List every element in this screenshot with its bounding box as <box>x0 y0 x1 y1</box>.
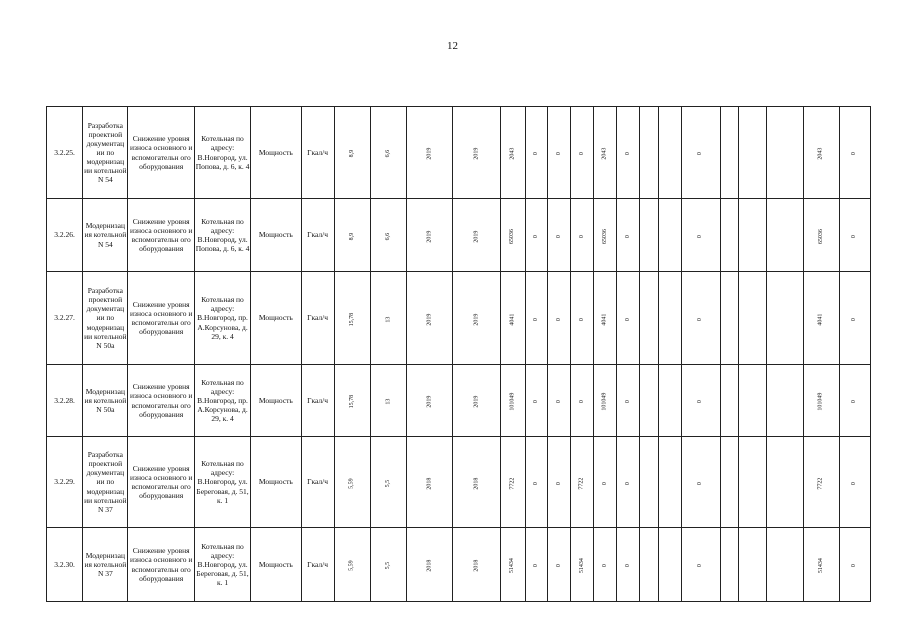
source-other: 0 <box>851 564 858 568</box>
cost-col-20-cell <box>720 272 738 365</box>
cost-col-17-cell <box>640 365 658 437</box>
value-before-cell <box>334 437 370 528</box>
value-after: 13 <box>384 399 391 405</box>
source-other-cell <box>839 272 870 365</box>
cost-total: 4041 <box>509 313 516 326</box>
value-after-cell <box>370 365 406 437</box>
row-number-cell: 3.2.29. <box>47 437 83 528</box>
indicator-name-cell: Мощность <box>251 365 301 437</box>
project-name-cell: Модернизац ия котельной N 50а <box>83 365 128 437</box>
start-year-cell <box>407 365 453 437</box>
value-after-cell <box>370 437 406 528</box>
cost-col-17-cell <box>640 199 658 272</box>
source-other: 0 <box>851 318 858 321</box>
cost-col-15-cell <box>594 107 617 199</box>
cost-total-cell <box>500 437 525 528</box>
cost-col-18-cell <box>658 107 681 199</box>
cost-col-12: 0 <box>532 482 539 485</box>
cost-col-17-cell <box>640 528 658 602</box>
cost-col-16: 0 <box>624 152 631 156</box>
value-before-cell <box>334 199 370 272</box>
source-total-cell <box>804 272 839 365</box>
cost-col-13-cell <box>547 437 570 528</box>
end-year-cell <box>453 272 500 365</box>
cost-col-20-cell <box>720 107 738 199</box>
cost-col-13-cell <box>547 272 570 365</box>
indicator-unit-cell: Гкал/ч <box>301 107 334 199</box>
end-year: 2019 <box>472 396 479 408</box>
cost-col-22-cell <box>767 528 804 602</box>
value-before: 5,59 <box>348 560 355 572</box>
cost-total: 101049 <box>509 393 516 411</box>
cost-col-19: 0 <box>697 235 704 238</box>
source-total-cell <box>804 437 839 528</box>
indicator-unit-cell: Гкал/ч <box>301 199 334 272</box>
cost-col-14: 0 <box>578 400 585 404</box>
start-year: 2019 <box>426 148 433 160</box>
cost-col-22-cell <box>767 107 804 199</box>
cost-total-cell <box>500 199 525 272</box>
cost-col-16-cell <box>617 107 640 199</box>
table-row <box>47 437 871 528</box>
source-other-cell <box>839 365 870 437</box>
cost-col-14-cell <box>571 528 594 602</box>
cost-col-15-cell <box>594 528 617 602</box>
cost-col-15-cell <box>594 437 617 528</box>
source-other-cell <box>839 107 870 199</box>
start-year: 2018 <box>426 477 433 490</box>
cost-col-21-cell <box>739 107 767 199</box>
cost-col-18-cell <box>658 365 681 437</box>
cost-col-19-cell <box>681 199 720 272</box>
source-total-cell <box>804 107 839 199</box>
cost-col-12-cell <box>525 107 547 199</box>
cost-col-17-cell <box>640 272 658 365</box>
start-year: 2019 <box>426 396 433 408</box>
cost-col-14-cell <box>571 272 594 365</box>
start-year: 2018 <box>426 560 433 572</box>
cost-total: 65036 <box>509 229 516 244</box>
cost-col-18-cell <box>658 528 681 602</box>
cost-col-16: 0 <box>624 400 631 404</box>
project-name-cell: Модернизац ия котельной N 37 <box>83 528 128 602</box>
value-after: 5,5 <box>384 562 391 570</box>
object-address-cell: Котельная по адресу: В.Новгород, ул. Попова, д. 6, к. 4 <box>194 107 250 199</box>
cost-col-14: 7722 <box>578 477 585 490</box>
project-purpose-cell: Снижение уровня износа основного и вспомогательн ого оборудования <box>128 107 194 199</box>
cost-col-14: 51434 <box>578 558 585 574</box>
object-address-cell: Котельная по адресу: В.Новгород, ул. Береговая, д. 51, к. 1 <box>194 528 250 602</box>
source-total: 51434 <box>817 558 824 574</box>
cost-col-12-cell <box>525 272 547 365</box>
value-before-cell <box>334 272 370 365</box>
cost-col-16-cell <box>617 528 640 602</box>
cost-col-12-cell <box>525 199 547 272</box>
cost-col-19: 0 <box>697 152 704 156</box>
cost-col-19: 0 <box>697 400 704 404</box>
source-total: 65036 <box>817 229 824 244</box>
cost-total-cell <box>500 528 525 602</box>
cost-col-15: 0 <box>601 482 608 485</box>
cost-col-17-cell <box>640 437 658 528</box>
project-purpose-cell: Снижение уровня износа основного и вспомогательн ого оборудования <box>128 437 194 528</box>
cost-col-15: 2043 <box>601 148 608 160</box>
object-address-cell: Котельная по адресу: В.Новгород, ул. Попова, д. 6, к. 4 <box>194 199 250 272</box>
cost-col-16-cell <box>617 199 640 272</box>
source-total: 2043 <box>817 148 824 160</box>
source-other-cell <box>839 528 870 602</box>
cost-col-14: 0 <box>578 152 585 156</box>
end-year-cell <box>453 528 500 602</box>
row-number-cell: 3.2.30. <box>47 528 83 602</box>
source-total-cell <box>804 528 839 602</box>
cost-col-19-cell <box>681 107 720 199</box>
cost-total: 51434 <box>509 558 516 574</box>
value-after-cell <box>370 528 406 602</box>
cost-total: 2043 <box>509 148 516 160</box>
cost-col-16: 0 <box>624 235 631 238</box>
indicator-name-cell: Мощность <box>251 107 301 199</box>
table-row <box>47 528 871 602</box>
source-total-cell <box>804 365 839 437</box>
cost-col-12: 0 <box>532 235 539 238</box>
cost-total-cell <box>500 272 525 365</box>
end-year: 2019 <box>472 313 479 326</box>
cost-col-19-cell <box>681 528 720 602</box>
cost-col-15: 4041 <box>601 313 608 326</box>
cost-col-13: 0 <box>555 152 562 156</box>
cost-col-14-cell <box>571 107 594 199</box>
project-name-cell: Разработка проектной документац ии по модернизац ии котельной N 37 <box>83 437 128 528</box>
row-number-cell: 3.2.27. <box>47 272 83 365</box>
table-row <box>47 107 871 199</box>
cost-col-15-cell <box>594 365 617 437</box>
table-row <box>47 199 871 272</box>
end-year: 2019 <box>472 148 479 160</box>
end-year-cell <box>453 199 500 272</box>
cost-col-22-cell <box>767 365 804 437</box>
source-other: 0 <box>851 482 858 485</box>
source-total: 7722 <box>817 477 824 490</box>
cost-col-12-cell <box>525 437 547 528</box>
value-before-cell <box>334 528 370 602</box>
investment-table <box>46 106 871 602</box>
cost-col-19-cell <box>681 272 720 365</box>
cost-col-20-cell <box>720 528 738 602</box>
cost-col-15: 65036 <box>601 229 608 244</box>
start-year: 2019 <box>426 230 433 243</box>
row-number-cell: 3.2.28. <box>47 365 83 437</box>
project-purpose-cell: Снижение уровня износа основного и вспомогательн ого оборудования <box>128 365 194 437</box>
source-other: 0 <box>851 152 858 156</box>
cost-total-cell <box>500 365 525 437</box>
source-other-cell <box>839 437 870 528</box>
source-total: 101049 <box>817 393 824 411</box>
cost-col-21-cell <box>739 437 767 528</box>
cost-col-16: 0 <box>624 564 631 568</box>
object-address-cell: Котельная по адресу: В.Новгород, ул. Береговая, д. 51, к. 1 <box>194 437 250 528</box>
value-before: 15,78 <box>348 312 355 327</box>
cost-col-13: 0 <box>555 235 562 238</box>
value-before-cell <box>334 107 370 199</box>
start-year: 2019 <box>426 313 433 326</box>
value-after-cell <box>370 107 406 199</box>
cost-col-17-cell <box>640 107 658 199</box>
cost-col-13-cell <box>547 107 570 199</box>
cost-col-13-cell <box>547 199 570 272</box>
cost-col-16: 0 <box>624 318 631 321</box>
end-year: 2018 <box>472 477 479 490</box>
cost-col-12-cell <box>525 365 547 437</box>
cost-total-cell <box>500 107 525 199</box>
source-other: 0 <box>851 235 858 238</box>
project-name-cell: Разработка проектной документац ии по модернизац ии котельной N 54 <box>83 107 128 199</box>
cost-col-21-cell <box>739 199 767 272</box>
cost-total: 7722 <box>509 477 516 490</box>
cost-col-18-cell <box>658 437 681 528</box>
value-after-cell <box>370 272 406 365</box>
cost-col-12: 0 <box>532 152 539 156</box>
project-purpose-cell: Снижение уровня износа основного и вспомогательн ого оборудования <box>128 528 194 602</box>
cost-col-13: 0 <box>555 564 562 568</box>
end-year: 2018 <box>472 560 479 572</box>
indicator-unit-cell: Гкал/ч <box>301 528 334 602</box>
cost-col-16: 0 <box>624 482 631 485</box>
indicator-name-cell: Мощность <box>251 272 301 365</box>
cost-col-19: 0 <box>697 564 704 568</box>
value-before: 8,9 <box>348 150 355 158</box>
indicator-name-cell: Мощность <box>251 199 301 272</box>
cost-col-13: 0 <box>555 318 562 321</box>
indicator-unit-cell: Гкал/ч <box>301 365 334 437</box>
cost-col-22-cell <box>767 272 804 365</box>
object-address-cell: Котельная по адресу: В.Новгород, пр. А.Корсунова, д. 29, к. 4 <box>194 365 250 437</box>
source-other: 0 <box>851 400 858 404</box>
cost-col-21-cell <box>739 272 767 365</box>
cost-col-16-cell <box>617 365 640 437</box>
cost-col-19-cell <box>681 365 720 437</box>
cost-col-14-cell <box>571 365 594 437</box>
cost-col-16-cell <box>617 437 640 528</box>
cost-col-19: 0 <box>697 318 704 321</box>
cost-col-12-cell <box>525 528 547 602</box>
cost-col-15-cell <box>594 199 617 272</box>
start-year-cell <box>407 272 453 365</box>
value-before: 8,9 <box>348 232 355 241</box>
cost-col-15-cell <box>594 272 617 365</box>
value-after: 5,5 <box>384 479 391 488</box>
cost-col-14-cell <box>571 437 594 528</box>
row-number-cell: 3.2.25. <box>47 107 83 199</box>
start-year-cell <box>407 528 453 602</box>
cost-col-14: 0 <box>578 235 585 238</box>
source-total-cell <box>804 199 839 272</box>
page-number: 12 <box>447 40 458 52</box>
cost-col-13-cell <box>547 528 570 602</box>
cost-col-19: 0 <box>697 482 704 485</box>
end-year-cell <box>453 365 500 437</box>
value-before: 5,59 <box>348 478 355 489</box>
value-after-cell <box>370 199 406 272</box>
cost-col-12: 0 <box>532 564 539 568</box>
row-number-cell: 3.2.26. <box>47 199 83 272</box>
cost-col-12: 0 <box>532 318 539 321</box>
indicator-unit-cell: Гкал/ч <box>301 272 334 365</box>
cost-col-15: 101049 <box>601 393 608 411</box>
source-other-cell <box>839 199 870 272</box>
value-after: 6,6 <box>384 232 391 241</box>
source-total: 4041 <box>817 313 824 326</box>
cost-col-19-cell <box>681 437 720 528</box>
indicator-name-cell: Мощность <box>251 528 301 602</box>
cost-col-16-cell <box>617 272 640 365</box>
end-year-cell <box>453 437 500 528</box>
end-year-cell <box>453 107 500 199</box>
table-row <box>47 272 871 365</box>
cost-col-20-cell <box>720 199 738 272</box>
project-purpose-cell: Снижение уровня износа основного и вспомогательн ого оборудования <box>128 272 194 365</box>
indicator-unit-cell: Гкал/ч <box>301 437 334 528</box>
cost-col-22-cell <box>767 437 804 528</box>
start-year-cell <box>407 199 453 272</box>
project-purpose-cell: Снижение уровня износа основного и вспомогательн ого оборудования <box>128 199 194 272</box>
cost-col-13: 0 <box>555 400 562 404</box>
cost-col-20-cell <box>720 365 738 437</box>
start-year-cell <box>407 437 453 528</box>
end-year: 2019 <box>472 230 479 243</box>
indicator-name-cell: Мощность <box>251 437 301 528</box>
project-name-cell: Разработка проектной документац ии по модернизац ии котельной N 50а <box>83 272 128 365</box>
cost-col-21-cell <box>739 528 767 602</box>
cost-col-12: 0 <box>532 400 539 404</box>
cost-col-21-cell <box>739 365 767 437</box>
cost-col-20-cell <box>720 437 738 528</box>
value-before-cell <box>334 365 370 437</box>
cost-col-14-cell <box>571 199 594 272</box>
table-row <box>47 365 871 437</box>
project-name-cell: Модернизац ия котельной N 54 <box>83 199 128 272</box>
cost-col-13: 0 <box>555 482 562 485</box>
value-after: 6,6 <box>384 150 391 158</box>
start-year-cell <box>407 107 453 199</box>
value-before: 15,78 <box>348 395 355 409</box>
cost-col-15: 0 <box>601 564 608 568</box>
cost-col-13-cell <box>547 365 570 437</box>
cost-col-22-cell <box>767 199 804 272</box>
cost-col-14: 0 <box>578 318 585 321</box>
cost-col-18-cell <box>658 199 681 272</box>
cost-col-18-cell <box>658 272 681 365</box>
object-address-cell: Котельная по адресу: В.Новгород, пр. А.Корсунова, д. 29, к. 4 <box>194 272 250 365</box>
value-after: 13 <box>384 316 391 323</box>
